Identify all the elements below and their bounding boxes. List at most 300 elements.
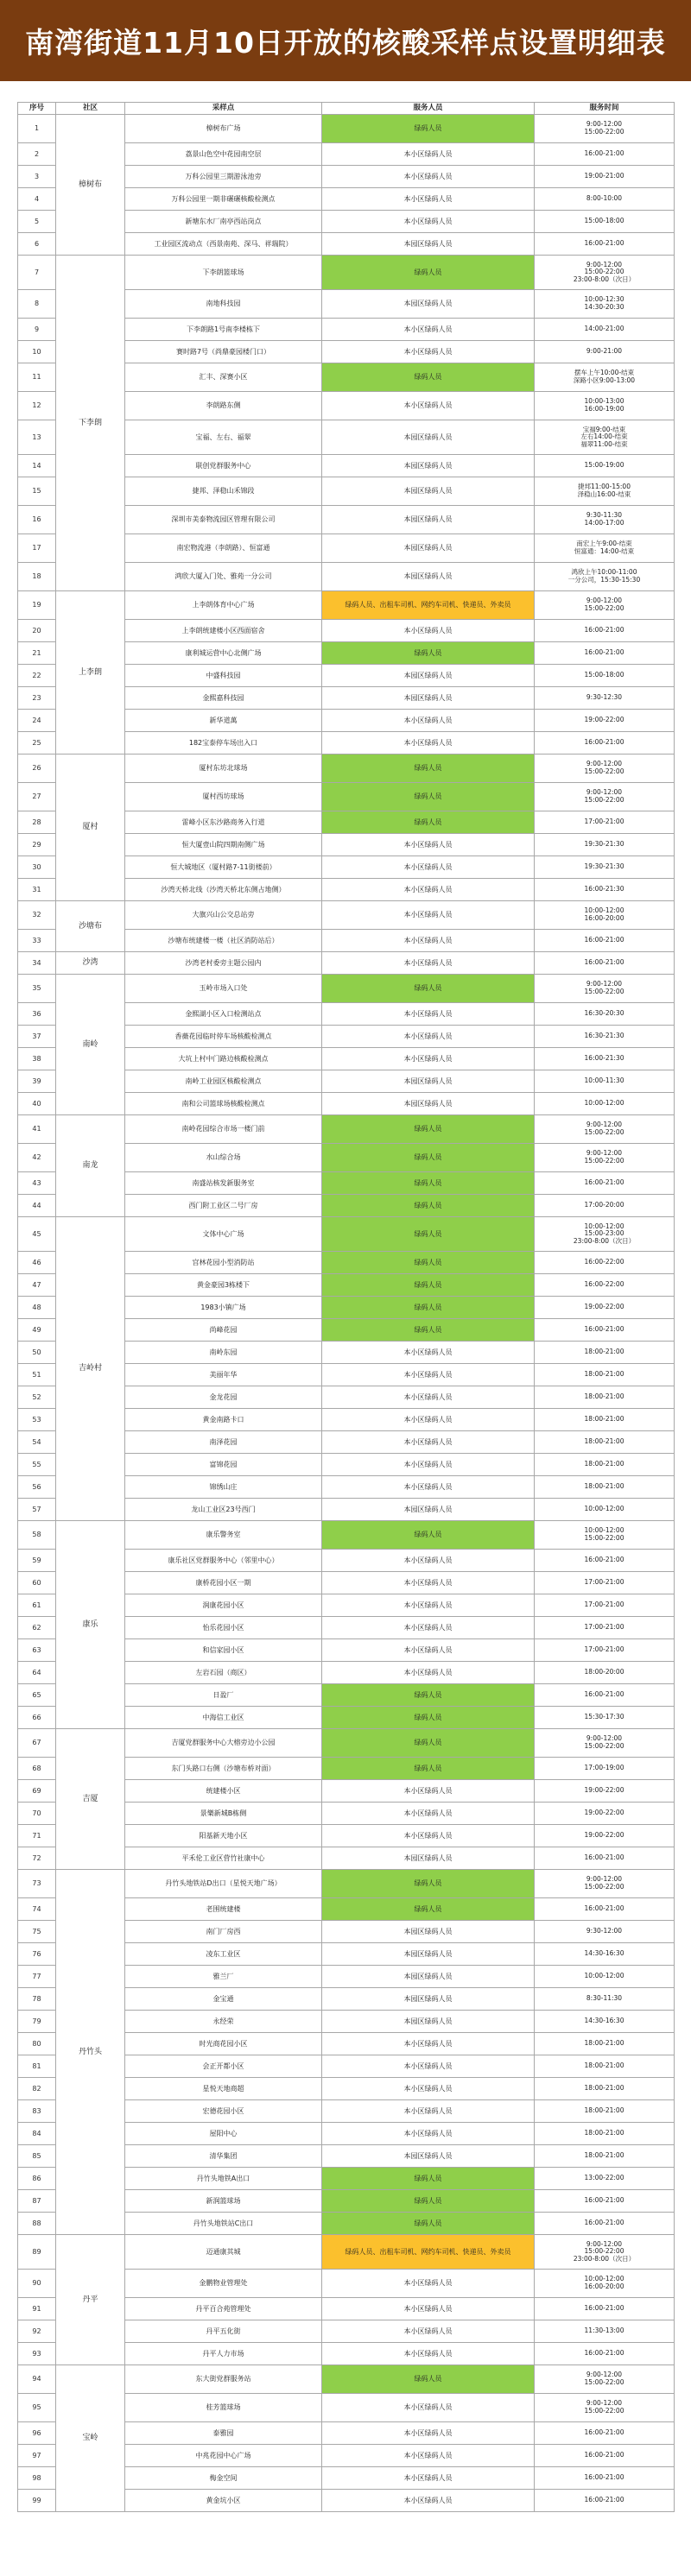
table-row <box>18 115 675 143</box>
cell-site: 中海信工业区 <box>125 1707 322 1729</box>
cell-seq: 30 <box>18 856 56 879</box>
sampling-sites-table-container <box>17 102 674 2512</box>
cell-time: 18:00-21:00 <box>535 1476 675 1499</box>
cell-service: 本小区绿码人员 <box>322 143 535 166</box>
cell-service: 绿码人员 <box>322 115 535 143</box>
cell-service: 本园区绿码人员 <box>322 477 535 506</box>
cell-time: 17:00-21:00 <box>535 1572 675 1594</box>
cell-seq: 72 <box>18 1847 56 1870</box>
cell-community: 丹竹头 <box>56 1870 125 2235</box>
cell-time: 17:00-21:00 <box>535 1617 675 1639</box>
cell-seq: 19 <box>18 591 56 620</box>
cell-community: 沙湾 <box>56 952 125 975</box>
cell-site: 恒大城地区（厦村路7-11街楼前） <box>125 856 322 879</box>
cell-time: 16:00-21:00 <box>535 620 675 642</box>
cell-seq: 27 <box>18 783 56 811</box>
cell-community: 沙塘布 <box>56 901 125 952</box>
cell-site: 新润篮球场 <box>125 2190 322 2213</box>
cell-time: 18:00-21:00 <box>535 2145 675 2168</box>
cell-site: 黄金南路卡口 <box>125 1409 322 1431</box>
cell-seq: 91 <box>18 2298 56 2320</box>
cell-service: 本小区绿码人员 <box>322 1803 535 1825</box>
cell-seq: 28 <box>18 811 56 834</box>
table-row <box>18 1217 675 1252</box>
cell-time: 16:30-20:30 <box>535 1003 675 1026</box>
cell-time: 16:00-21:00 <box>535 143 675 166</box>
table-row <box>18 952 675 975</box>
cell-time: 18:00-21:00 <box>535 1409 675 1431</box>
header-service: 服务人员 <box>322 103 535 115</box>
cell-time: 16:00-21:00 <box>535 2298 675 2320</box>
cell-seq: 55 <box>18 1454 56 1476</box>
table-row <box>18 754 675 783</box>
cell-time: 16:30-21:30 <box>535 1026 675 1048</box>
cell-community: 吉厦 <box>56 1729 125 1870</box>
cell-site: 宫林花园小型消防站 <box>125 1252 322 1274</box>
cell-site: 美丽年华 <box>125 1364 322 1386</box>
cell-seq: 18 <box>18 563 56 591</box>
cell-service: 绿码人员 <box>322 1707 535 1729</box>
cell-seq: 96 <box>18 2422 56 2445</box>
cell-seq: 70 <box>18 1803 56 1825</box>
cell-site: 日盈厂 <box>125 1684 322 1707</box>
cell-site: 南岭工业园区核酸检测点 <box>125 1070 322 1093</box>
cell-service: 本园区绿码人员 <box>322 665 535 687</box>
cell-service: 绿码人员 <box>322 975 535 1003</box>
cell-time: 9:30-12:30 <box>535 687 675 710</box>
cell-service: 本小区绿码人员 <box>322 732 535 754</box>
cell-site: 新塘东水厂南亭西站岗点 <box>125 211 322 233</box>
cell-seq: 67 <box>18 1729 56 1758</box>
cell-service: 绿码人员 <box>322 754 535 783</box>
cell-site: 上李朗体育中心广场 <box>125 591 322 620</box>
cell-time: 9:00-12:00 15:00-22:00 23:00-8:00（次日） <box>535 256 675 290</box>
cell-seq: 87 <box>18 2190 56 2213</box>
cell-time: 19:00-22:00 <box>535 1825 675 1847</box>
cell-service: 本园区绿码人员 <box>322 2145 535 2168</box>
cell-site: 汇丰、深赛小区 <box>125 363 322 392</box>
cell-service: 绿码人员 <box>322 1115 535 1144</box>
cell-service: 绿码人员 <box>322 2365 535 2394</box>
cell-service: 本园区绿码人员 <box>322 687 535 710</box>
cell-time: 10:00-12:00 <box>535 1499 675 1521</box>
cell-site: 南和公司篮球场核酸检测点 <box>125 1093 322 1115</box>
cell-service: 本小区绿码人员 <box>322 2445 535 2467</box>
header-time: 服务时间 <box>535 103 675 115</box>
sampling-sites-table <box>17 102 675 2512</box>
cell-seq: 65 <box>18 1684 56 1707</box>
cell-seq: 54 <box>18 1431 56 1454</box>
cell-service: 绿码人员 <box>322 1729 535 1758</box>
cell-seq: 79 <box>18 2011 56 2033</box>
cell-site: 南岭东园 <box>125 1342 322 1364</box>
cell-seq: 22 <box>18 665 56 687</box>
cell-time: 9:00-12:00 15:00-22:00 23:00-8:00（次日） <box>535 2235 675 2270</box>
cell-seq: 24 <box>18 710 56 732</box>
cell-service: 本小区绿码人员 <box>322 1364 535 1386</box>
cell-service: 本园区绿码人员 <box>322 1847 535 1870</box>
cell-site: 雷峰小区东沙路商务入行道 <box>125 811 322 834</box>
cell-seq: 13 <box>18 420 56 455</box>
cell-service: 本园区绿码人员 <box>322 290 535 319</box>
cell-seq: 45 <box>18 1217 56 1252</box>
cell-time: 18:00-21:00 <box>535 2055 675 2078</box>
cell-time: 9:00-21:00 <box>535 341 675 363</box>
cell-time: 16:00-21:00 <box>535 930 675 952</box>
cell-seq: 71 <box>18 1825 56 1847</box>
cell-site: 新华道萬 <box>125 710 322 732</box>
cell-site: 大旗兴山公交总站旁 <box>125 901 322 930</box>
cell-time: 16:00-21:00 <box>535 952 675 975</box>
cell-time: 18:00-21:00 <box>535 2078 675 2100</box>
cell-site: 金龙花园 <box>125 1386 322 1409</box>
cell-time: 18:00-21:00 <box>535 1431 675 1454</box>
cell-seq: 62 <box>18 1617 56 1639</box>
cell-seq: 23 <box>18 687 56 710</box>
cell-time: 18:00-21:00 <box>535 1454 675 1476</box>
cell-site: 丹平百合苑管理处 <box>125 2298 322 2320</box>
cell-service: 本小区绿码人员 <box>322 834 535 856</box>
cell-time: 16:00-21:00 <box>535 1319 675 1342</box>
cell-community: 樟树布 <box>56 115 125 256</box>
cell-time: 17:00-21:00 <box>535 811 675 834</box>
cell-service: 本小区绿码人员 <box>322 901 535 930</box>
cell-site: 永经荣 <box>125 2011 322 2033</box>
cell-service: 绿码人员 <box>322 1195 535 1217</box>
cell-seq: 98 <box>18 2467 56 2490</box>
cell-community: 南岭 <box>56 975 125 1115</box>
cell-seq: 74 <box>18 1898 56 1921</box>
cell-time: 16:00-21:00 <box>535 732 675 754</box>
cell-service: 本小区绿码人员 <box>322 930 535 952</box>
cell-site: 左岩石园（商区） <box>125 1662 322 1684</box>
cell-site: 182宝泰停车场出入口 <box>125 732 322 754</box>
cell-site: 沙塘布统建楼一楼（社区消防站后） <box>125 930 322 952</box>
cell-seq: 33 <box>18 930 56 952</box>
cell-service: 绿码人员 <box>322 1252 535 1274</box>
cell-seq: 64 <box>18 1662 56 1684</box>
cell-site: 康利城运营中心北侧广场 <box>125 642 322 665</box>
cell-seq: 78 <box>18 1988 56 2011</box>
cell-time: 16:00-22:00 <box>535 1274 675 1297</box>
cell-time: 18:00-21:00 <box>535 1342 675 1364</box>
cell-seq: 14 <box>18 455 56 477</box>
cell-seq: 81 <box>18 2055 56 2078</box>
cell-service: 绿码人员 <box>322 2213 535 2235</box>
cell-seq: 29 <box>18 834 56 856</box>
cell-site: 西门附工业区二号厂房 <box>125 1195 322 1217</box>
cell-site: 南岭花园综合市场一楼门前 <box>125 1115 322 1144</box>
cell-time: 10:00-12:00 <box>535 1966 675 1988</box>
cell-seq: 66 <box>18 1707 56 1729</box>
cell-time: 18:00-20:00 <box>535 1662 675 1684</box>
cell-site: 怡乐花园小区 <box>125 1617 322 1639</box>
cell-time: 14:30-16:30 <box>535 1943 675 1966</box>
cell-time: 10:00-12:30 14:30-20:30 <box>535 290 675 319</box>
cell-time: 15:30-17:30 <box>535 1707 675 1729</box>
cell-time: 18:00-21:00 <box>535 1386 675 1409</box>
cell-time: 16:00-22:00 <box>535 1252 675 1274</box>
cell-site: 鸿欣大厦入门处、雅苑一分公司 <box>125 563 322 591</box>
cell-service: 绿码人员 <box>322 1898 535 1921</box>
cell-seq: 44 <box>18 1195 56 1217</box>
cell-seq: 11 <box>18 363 56 392</box>
cell-site: 和信家园小区 <box>125 1639 322 1662</box>
cell-service: 本小区绿码人员 <box>322 1550 535 1572</box>
cell-site: 桂芳篮球场 <box>125 2394 322 2422</box>
cell-time: 10:00-12:00 15:00-22:00 <box>535 1521 675 1550</box>
cell-service: 绿码人员 <box>322 1144 535 1172</box>
cell-seq: 5 <box>18 211 56 233</box>
cell-site: 龙山工业区23号西门 <box>125 1499 322 1521</box>
cell-time: 9:00-12:00 15:00-22:00 <box>535 783 675 811</box>
cell-service: 本小区绿码人员 <box>322 710 535 732</box>
cell-time: 16:00-21:00 <box>535 233 675 256</box>
cell-time: 9:00-12:00 15:00-22:00 <box>535 2394 675 2422</box>
cell-site: 南宏物流港（李朗路）、恒富通 <box>125 534 322 563</box>
cell-seq: 36 <box>18 1003 56 1026</box>
cell-service: 绿码人员 <box>322 1297 535 1319</box>
cell-seq: 47 <box>18 1274 56 1297</box>
cell-service: 本小区绿码人员 <box>322 2033 535 2055</box>
cell-service: 本小区绿码人员 <box>322 2422 535 2445</box>
cell-service: 本小区绿码人员 <box>322 856 535 879</box>
cell-time: 19:30-21:30 <box>535 856 675 879</box>
cell-site: 丹竹头地铁站D出口（星悦天地广场） <box>125 1870 322 1898</box>
cell-time: 18:00-21:00 <box>535 2123 675 2145</box>
cell-service: 本小区绿码人员 <box>322 1431 535 1454</box>
cell-time: 15:00-18:00 <box>535 211 675 233</box>
cell-service: 本小区绿码人员 <box>322 2100 535 2123</box>
cell-site: 赛时路7号（尚鼎豪园楼门口） <box>125 341 322 363</box>
cell-time: 19:00-22:00 <box>535 1297 675 1319</box>
cell-time: 16:00-21:30 <box>535 1048 675 1070</box>
cell-site: 锦绣山庄 <box>125 1476 322 1499</box>
cell-service: 本小区绿码人员 <box>322 1780 535 1803</box>
cell-time: 16:00-21:00 <box>535 2190 675 2213</box>
cell-service: 本园区绿码人员 <box>322 2011 535 2033</box>
title-banner <box>0 0 691 81</box>
table-row <box>18 2235 675 2270</box>
cell-service: 本小区绿码人员 <box>322 1342 535 1364</box>
cell-site: 厦村东坊北球场 <box>125 754 322 783</box>
cell-seq: 51 <box>18 1364 56 1386</box>
cell-time: 16:00-21:00 <box>535 1550 675 1572</box>
cell-community: 南龙 <box>56 1115 125 1217</box>
cell-service: 绿码人员 <box>322 1274 535 1297</box>
cell-service: 本小区绿码人员 <box>322 879 535 901</box>
cell-time: 9:00-12:00 15:00-22:00 <box>535 115 675 143</box>
cell-community: 丹平 <box>56 2235 125 2365</box>
cell-seq: 48 <box>18 1297 56 1319</box>
cell-seq: 32 <box>18 901 56 930</box>
cell-site: 康桥花园小区一期 <box>125 1572 322 1594</box>
cell-site: 丹平五化街 <box>125 2320 322 2343</box>
cell-time: 18:00-21:00 <box>535 1364 675 1386</box>
cell-service: 本小区绿码人员 <box>322 341 535 363</box>
cell-time: 16:00-21:30 <box>535 879 675 901</box>
cell-site: 金熙湖小区入口检测站点 <box>125 1003 322 1026</box>
cell-site: 李朗路东侧 <box>125 392 322 420</box>
cell-site: 沙湾老村委旁主题公园内 <box>125 952 322 975</box>
cell-site: 工业园区流动点（西景南苑、深马、祥瑞院） <box>125 233 322 256</box>
cell-service: 本小区绿码人员 <box>322 2467 535 2490</box>
cell-time: 19:30-21:30 <box>535 834 675 856</box>
cell-seq: 26 <box>18 754 56 783</box>
cell-seq: 85 <box>18 2145 56 2168</box>
cell-site: 南泽花园 <box>125 1431 322 1454</box>
cell-site: 下李朗篮球场 <box>125 256 322 290</box>
cell-site: 凌东工业区 <box>125 1943 322 1966</box>
cell-seq: 15 <box>18 477 56 506</box>
cell-time: 16:00-21:00 <box>535 2213 675 2235</box>
cell-site: 上李朗统建楼小区西面宿舍 <box>125 620 322 642</box>
cell-seq: 6 <box>18 233 56 256</box>
cell-time: 16:00-21:00 <box>535 1847 675 1870</box>
cell-time: 8:00-10:00 <box>535 188 675 211</box>
table-row <box>18 2365 675 2394</box>
cell-service: 本小区绿码人员 <box>322 1825 535 1847</box>
cell-seq: 4 <box>18 188 56 211</box>
cell-seq: 7 <box>18 256 56 290</box>
cell-site: 下李朗路1号南李楼栋下 <box>125 319 322 341</box>
cell-time: 9:00-12:00 15:00-22:00 <box>535 754 675 783</box>
cell-service: 本园区绿码人员 <box>322 563 535 591</box>
cell-time: 13:00-22:00 <box>535 2168 675 2190</box>
cell-service: 本园区绿码人员 <box>322 1093 535 1115</box>
cell-seq: 21 <box>18 642 56 665</box>
cell-time: 10:00-11:30 <box>535 1070 675 1093</box>
cell-time: 15:00-18:00 <box>535 665 675 687</box>
cell-time: 10:00-12:00 <box>535 1093 675 1115</box>
cell-seq: 80 <box>18 2033 56 2055</box>
cell-seq: 95 <box>18 2394 56 2422</box>
cell-service: 本小区绿码人员 <box>322 1572 535 1594</box>
cell-service: 本小区绿码人员 <box>322 1386 535 1409</box>
cell-site: 梅金空间 <box>125 2467 322 2490</box>
cell-site: 黄金豪园3栋楼下 <box>125 1274 322 1297</box>
cell-time: 9:00-12:00 15:00-22:00 <box>535 1729 675 1758</box>
cell-service: 绿码人员 <box>322 2168 535 2190</box>
cell-time: 19:00-22:00 <box>535 1780 675 1803</box>
table-row <box>18 591 675 620</box>
cell-seq: 99 <box>18 2490 56 2512</box>
cell-time: 10:00-12:00 15:00-23:00 23:00-8:00（次日） <box>535 1217 675 1252</box>
cell-service: 本小区绿码人员 <box>322 1662 535 1684</box>
cell-service: 本小区绿码人员 <box>322 1026 535 1048</box>
cell-seq: 41 <box>18 1115 56 1144</box>
cell-time: 16:00-21:00 <box>535 642 675 665</box>
cell-site: 南门厂房西 <box>125 1921 322 1943</box>
cell-site: 富锦花园 <box>125 1454 322 1476</box>
cell-site: 文体中心广场 <box>125 1217 322 1252</box>
cell-site: 捷邦、泽稳山禾锦段 <box>125 477 322 506</box>
cell-site: 荔景山色空中花园南空层 <box>125 143 322 166</box>
cell-site: 南盛站核发新服务室 <box>125 1172 322 1195</box>
table-row <box>18 1521 675 1550</box>
header-community: 社区 <box>56 103 125 115</box>
table-row <box>18 901 675 930</box>
cell-service: 本小区绿码人员 <box>322 1409 535 1431</box>
header-site: 采样点 <box>125 103 322 115</box>
cell-site: 中兆花园中心广场 <box>125 2445 322 2467</box>
cell-seq: 63 <box>18 1639 56 1662</box>
cell-service: 本小区绿码人员 <box>322 620 535 642</box>
cell-site: 康乐警务室 <box>125 1521 322 1550</box>
cell-time: 16:00-21:00 <box>535 2422 675 2445</box>
cell-seq: 52 <box>18 1386 56 1409</box>
cell-time: 16:00-21:00 <box>535 1684 675 1707</box>
cell-time: 南宏上午9:00-结束 恒富通：14:00-结束 <box>535 534 675 563</box>
cell-site: 东门头路口右侧（沙塘布桥对面） <box>125 1758 322 1780</box>
cell-seq: 76 <box>18 1943 56 1966</box>
cell-service: 本小区绿码人员 <box>322 1639 535 1662</box>
cell-site: 厦村西坊球场 <box>125 783 322 811</box>
cell-seq: 69 <box>18 1780 56 1803</box>
cell-seq: 3 <box>18 166 56 188</box>
cell-service: 本小区绿码人员 <box>322 952 535 975</box>
cell-time: 16:00-21:00 <box>535 2490 675 2512</box>
cell-seq: 61 <box>18 1594 56 1617</box>
cell-service: 本小区绿码人员 <box>322 188 535 211</box>
cell-service: 本园区绿码人员 <box>322 1966 535 1988</box>
cell-seq: 25 <box>18 732 56 754</box>
cell-site: 康乐社区党群服务中心（邻里中心） <box>125 1550 322 1572</box>
cell-site: 南地科技园 <box>125 290 322 319</box>
cell-community: 康乐 <box>56 1521 125 1729</box>
table-row <box>18 1729 675 1758</box>
cell-site: 统建楼小区 <box>125 1780 322 1803</box>
cell-service: 本小区绿码人员 <box>322 2343 535 2365</box>
cell-site: 中盛科技园 <box>125 665 322 687</box>
cell-time: 9:00-12:00 15:00-22:00 <box>535 591 675 620</box>
cell-seq: 20 <box>18 620 56 642</box>
cell-seq: 86 <box>18 2168 56 2190</box>
cell-site: 吉厦党群服务中心大榕旁边小公园 <box>125 1729 322 1758</box>
cell-site: 宝福、左右、福翠 <box>125 420 322 455</box>
cell-seq: 46 <box>18 1252 56 1274</box>
cell-seq: 89 <box>18 2235 56 2270</box>
cell-service: 本小区绿码人员 <box>322 1003 535 1026</box>
cell-seq: 8 <box>18 290 56 319</box>
table-row <box>18 256 675 290</box>
cell-site: 屋阳中心 <box>125 2123 322 2145</box>
cell-site: 恒大厦壹山院四期南侧广场 <box>125 834 322 856</box>
cell-time: 19:00-21:00 <box>535 166 675 188</box>
cell-time: 16:00-21:00 <box>535 2343 675 2365</box>
cell-service: 绿码人员、出租车司机、网约车司机、快递员、外卖员 <box>322 591 535 620</box>
cell-time: 16:00-21:00 <box>535 2467 675 2490</box>
cell-service: 绿码人员 <box>322 1217 535 1252</box>
cell-service: 本小区绿码人员 <box>322 2394 535 2422</box>
cell-seq: 37 <box>18 1026 56 1048</box>
cell-site: 金鹏物业管理处 <box>125 2270 322 2298</box>
cell-site: 宏德花园小区 <box>125 2100 322 2123</box>
cell-seq: 82 <box>18 2078 56 2100</box>
cell-service: 本园区绿码人员 <box>322 1943 535 1966</box>
cell-time: 9:00-12:00 15:00-22:00 <box>535 975 675 1003</box>
cell-seq: 39 <box>18 1070 56 1093</box>
cell-time: 17:00-20:00 <box>535 1195 675 1217</box>
cell-service: 本小区绿码人员 <box>322 1476 535 1499</box>
cell-time: 15:00-19:00 <box>535 455 675 477</box>
cell-time: 17:00-21:00 <box>535 1594 675 1617</box>
cell-seq: 34 <box>18 952 56 975</box>
cell-service: 绿码人员 <box>322 256 535 290</box>
cell-site: 丹竹头地铁站C出口 <box>125 2213 322 2235</box>
cell-time: 16:00-21:00 <box>535 1172 675 1195</box>
cell-site: 深圳市美泰物流园区管理有限公司 <box>125 506 322 534</box>
